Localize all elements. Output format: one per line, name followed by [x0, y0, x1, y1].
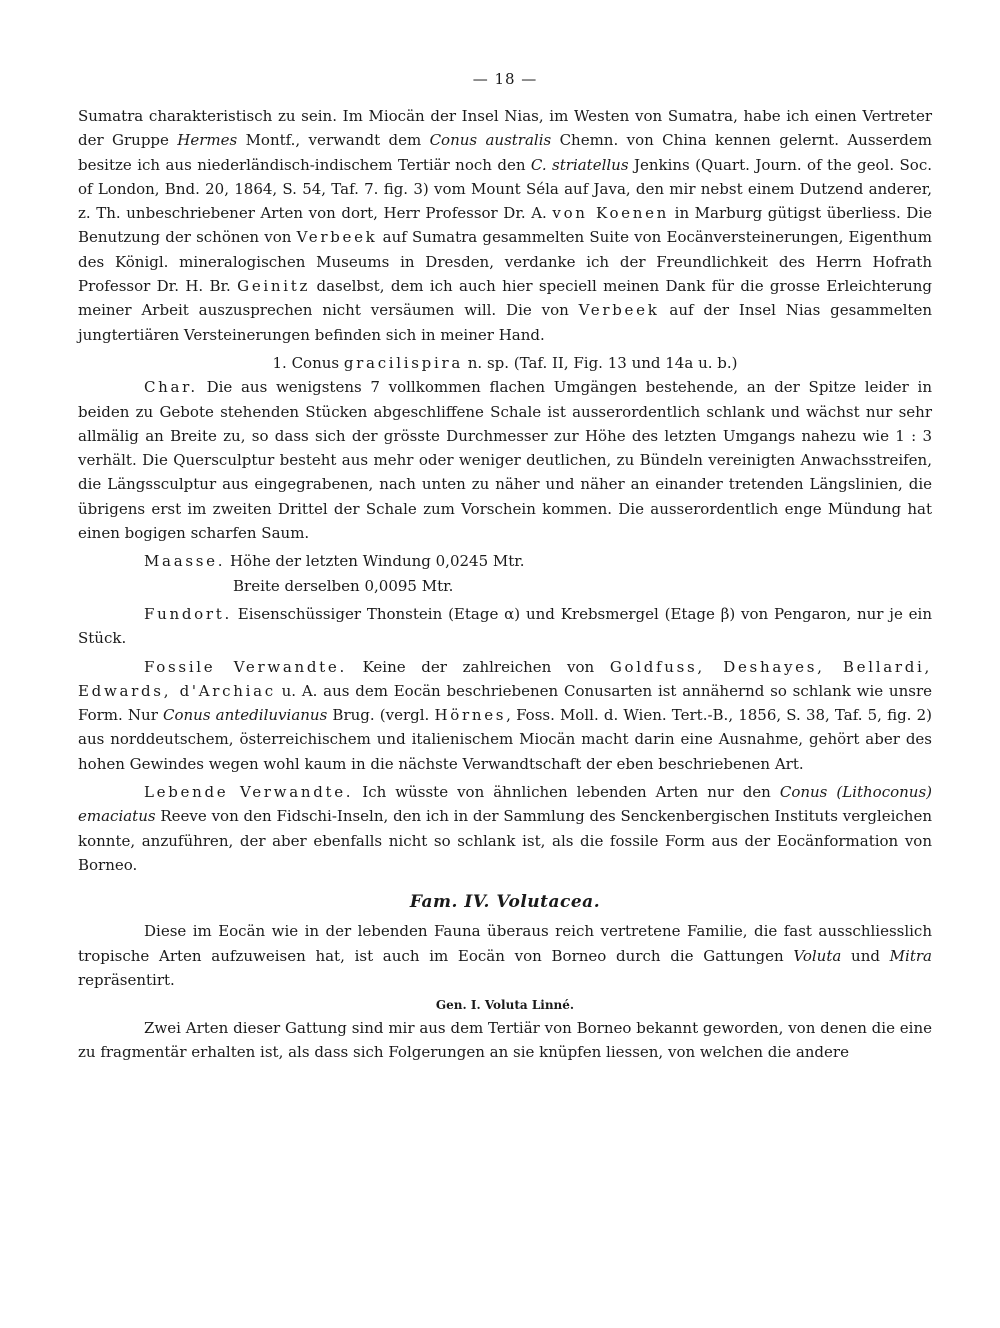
spaced-name: von Koenen — [552, 204, 670, 223]
text-run: Montf., verwandt dem — [237, 131, 430, 150]
measurement-row: Breite derselben 0,0095 Mtr. — [233, 576, 454, 595]
text-run: Sumatra charakteristisch zu sein. Im Miocän der Insel Nias, im Westen von Sumatra, habe ich einen Vertreter der Gruppe — [78, 107, 932, 150]
text-run: Chemn. von China kennen gelernt. Ausserdem besitze ich aus niederländisch-indischem Tertiär noch den — [78, 131, 932, 174]
intro-paragraph — [78, 104, 932, 347]
spaced-name: gracilispira — [343, 353, 463, 372]
text-run: , Foss. Moll. d. Wien. Tert.-B., 1856, S. 38, Taf. 5, fig. 2) aus norddeutschem, österreichischem und italienischem Miocän macht darin eine Ausnahme, gehört aber des hohen Gewindes wegen wohl kaum in die nächste Verwandtschaft der eben beschriebenen Art. — [78, 706, 932, 773]
genus-heading: Gen. I. Voluta Linné. — [435, 998, 575, 1013]
text-run: und — [841, 946, 890, 965]
lebende-paragraph — [78, 780, 932, 877]
text-run: Jenkins (Quart. Journ. of the geol. Soc. of London, Bnd. 20, 1864, S. 54, Taf. 7. fig. 3) vom Mount Séla auf Java, den mir nebst einem Dutzend anderer, z. Th. unbeschriebener Arten von dort, Herr Professor Dr. A. — [78, 155, 932, 223]
species-heading — [78, 351, 932, 375]
italic-taxon: Voluta — [793, 946, 842, 965]
text-run: Ich wüsste von ähnlichen lebenden Arten nur den — [353, 783, 780, 802]
text-run: Keine der zahlreichen von — [346, 657, 610, 676]
text-run: Die aus wenigstens 7 vollkommen flachen Umgängen bestehende, an der Spitze leider in beiden zu Gebote stehenden Stücken abgeschliffene Schale ist ausserordentlich schlank und wächst nur sehr allmälig an Breite zu, so dass sich der grösste Durchmesser zur Höhe des letzten Umgangs nahezu wie 1 : 3 verhält. Die Quersculptur besteht aus mehr oder weniger deutlichen, zu Bündeln vereinigten Anwachsstreifen, die Längssculptur aus eingegrabenen, nach unten zu näher und näher an einander tretenden Längslinien, die übrigens erst im zweiten Drittel der Schale zum Vorschein kommen. Die ausserordentlich enge Mündung hat einen bogigen scharfen Saum. — [78, 378, 932, 543]
text-run: auf Sumatra gesammelten Suite von Eocänversteinerungen, Eigenthum des Königl. mineralogischen Museums in Dresden, verdanke ich der Freundlichkeit des Herrn Hofrath Professor Dr. H. Br. — [78, 228, 932, 296]
text-run: n. sp. (Taf. II, Fig. 13 und 14a u. b.) — [463, 353, 738, 372]
italic-taxon: C. striatellus — [530, 155, 629, 174]
fundort-paragraph — [78, 602, 932, 651]
section-label: Fundort. — [144, 604, 232, 623]
section-label: Maasse. — [144, 552, 226, 571]
text-run: daselbst, dem ich auch hier speciell meinen Dank für die grosse Erleichterung meiner Arbeit auszusprechen nicht versäumen will. Die von — [78, 277, 933, 320]
family-paragraph — [78, 919, 932, 992]
spaced-name: Verbeek — [296, 228, 378, 247]
text-run: in Marburg gütigst überliess. Die Benutzung der schönen von — [78, 204, 933, 247]
genus-paragraph: Zwei Arten dieser Gattung sind mir aus dem Tertiär von Borneo bekannt geworden, von denen die eine zu fragmentär erhalten ist, als dass sich Folgerungen an sie knüpfen liessen, von welchen die andere — [78, 1019, 932, 1062]
italic-taxon: Hermes — [177, 131, 238, 150]
measurement-row — [144, 549, 932, 573]
family-heading: Fam. IV. Volutacea. — [409, 892, 601, 913]
spaced-name: Verbeek — [578, 301, 660, 320]
text-run: Höhe der letzten Windung 0,0245 Mtr. — [225, 552, 525, 571]
document-page — [78, 70, 932, 1065]
spaced-name: Geinitz — [237, 277, 311, 296]
text-run: Brug. (vergl. — [327, 706, 435, 725]
italic-taxon: Mitra — [889, 946, 932, 965]
text-run: auf der Insel Nias gesammelten jungtertiären Versteinerungen befinden sich in meiner Hand. — [78, 301, 932, 344]
text-run: Diese im Eocän wie in der lebenden Fauna überaus reich vertretene Familie, die fast ausschliesslich tropische Arten aufzuweisen hat, ist auch im Eocän von Borneo durch die Gattungen — [78, 922, 932, 965]
section-label: Fossile Verwandte. — [144, 657, 347, 676]
section-label: Lebende Verwandte. — [144, 783, 354, 802]
page-number: — 18 — — [472, 70, 538, 88]
text-run: 1. Conus — [272, 353, 344, 372]
text-run: Eisenschüssiger Thonstein (Etage α) und Krebsmergel (Etage β) von Pengaron, nur je ein Stück. — [78, 604, 932, 648]
text-run: repräsentirt. — [78, 970, 175, 989]
text-run: Reeve von den Fidschi-Inseln, den ich in der Sammlung des Senckenbergischen Instituts vergleichen konnte, anzuführen, der aber ebenfalls nicht so schlank ist, als die fossile Form aus der Eocänformation von Borneo. — [78, 807, 932, 874]
char-paragraph — [78, 375, 932, 545]
fossile-paragraph — [78, 655, 932, 776]
spaced-name: Goldfuss, Deshayes, Bellardi, Edwards, d'Archiac — [78, 657, 933, 700]
text-run: u. A. aus dem Eocän beschriebenen Conusarten ist annähernd so schlank wie unsre Form. Nur — [78, 681, 933, 725]
spaced-name: Hörnes — [434, 706, 507, 725]
section-label: Char. — [144, 378, 198, 397]
italic-taxon: Conus antediluvianus — [163, 706, 328, 725]
italic-taxon: Conus (Lithoconus) emaciatus — [78, 783, 933, 826]
italic-taxon: Conus australis — [429, 131, 552, 150]
measurements — [144, 549, 932, 598]
